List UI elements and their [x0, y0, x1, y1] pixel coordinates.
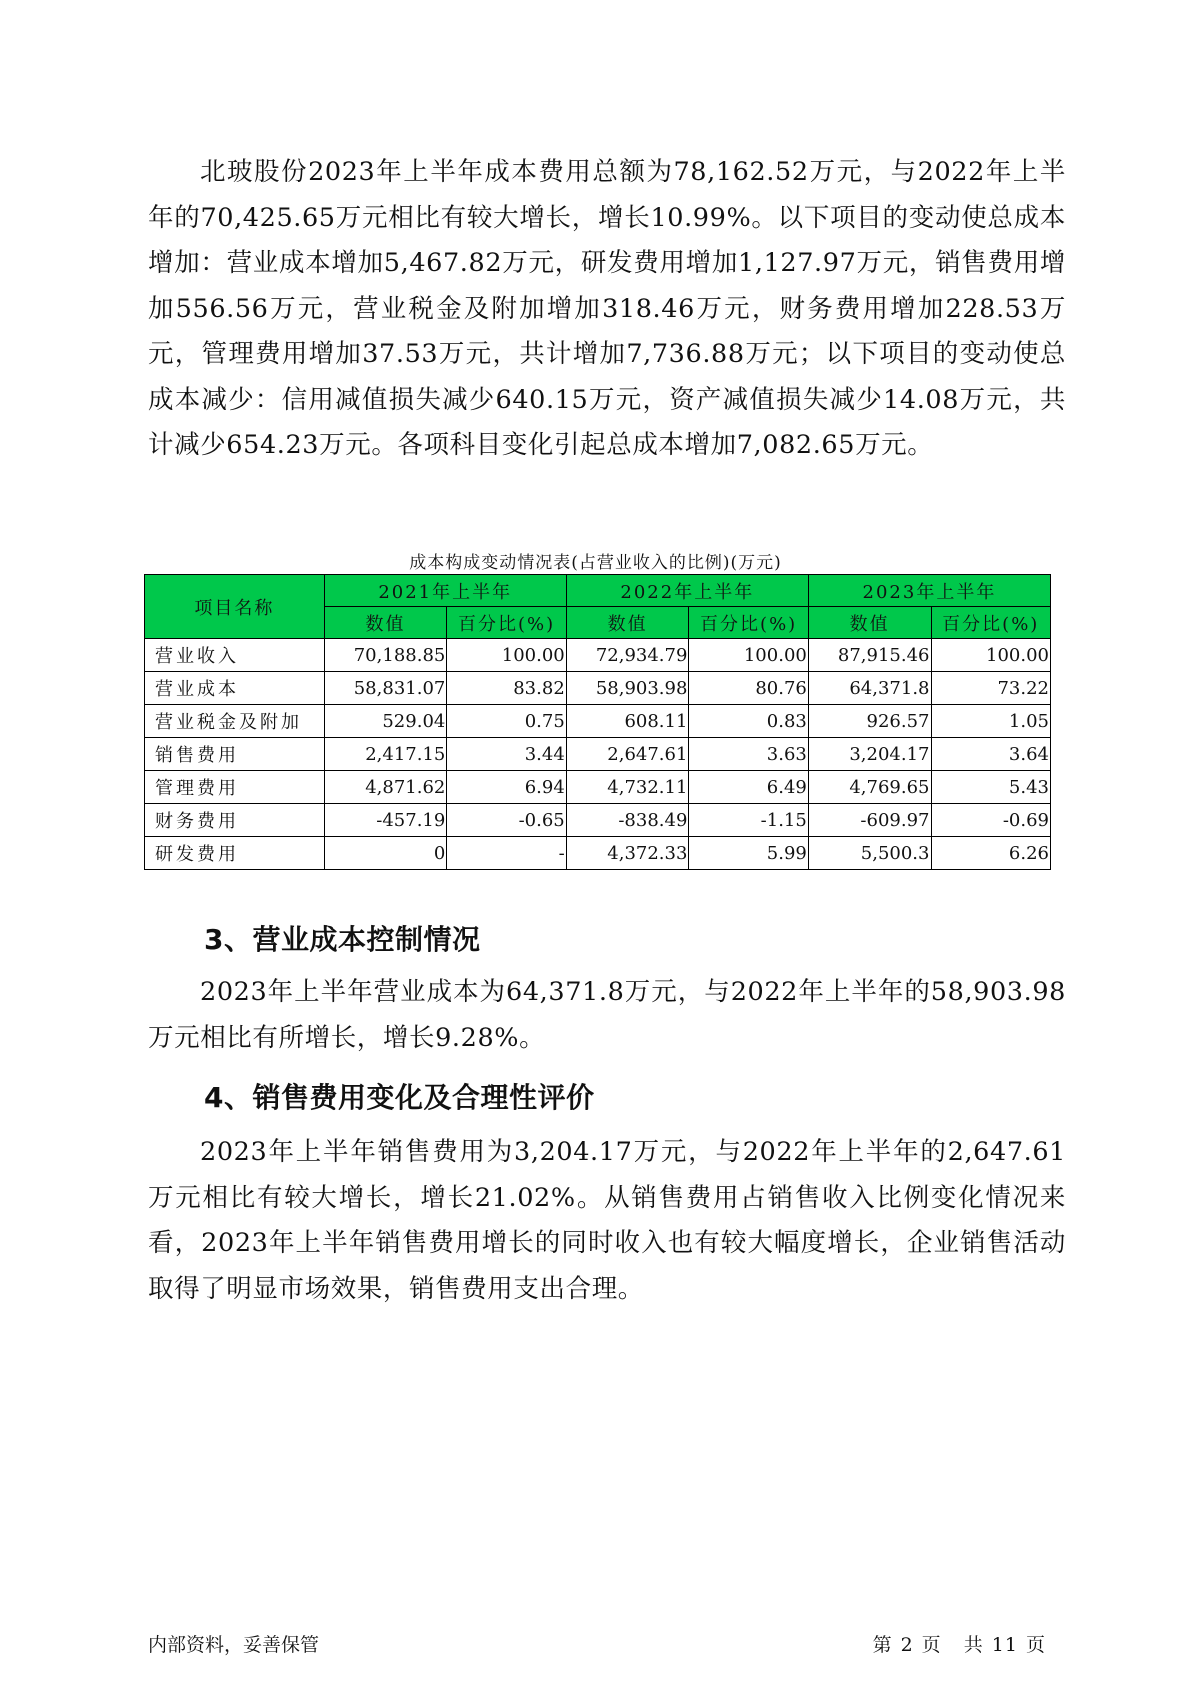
page-number: 2	[900, 1634, 914, 1656]
table-row	[145, 804, 1051, 837]
total-unit: 页	[1025, 1634, 1046, 1656]
row-label: 管理费用	[145, 771, 325, 804]
header-year-2022: 2022年上半年	[566, 575, 808, 607]
table-cell: 58,903.98	[566, 672, 689, 705]
table-cell: 3,204.17	[808, 738, 931, 771]
table-cell: 100.00	[689, 639, 808, 672]
table-cell: 4,372.33	[566, 837, 689, 870]
section-heading-operating-cost: 3、营业成本控制情况	[204, 923, 481, 956]
paragraph-sales-expense: 2023年上半年销售费用为3,204.17万元，与2022年上半年的2,647.61万元相比有较大增长，增长21.02%。从销售费用占销售收入比例变化情况来看，2023年上半年销售费用增长的同时收入也有较大幅度增长，企业销售活动取得了明显市场效果，销售费用支出合理。	[148, 1137, 1066, 1304]
page-unit: 页	[921, 1634, 942, 1656]
table-cell: -0.69	[931, 804, 1051, 837]
table-cell: 70,188.85	[324, 639, 447, 672]
header-value: 数值	[566, 607, 689, 639]
table-cell: 3.44	[447, 738, 566, 771]
table-cell: 58,831.07	[324, 672, 447, 705]
row-label: 营业税金及附加	[145, 705, 325, 738]
row-label: 营业成本	[145, 672, 325, 705]
paragraph-cost-summary: 北玻股份2023年上半年成本费用总额为78,162.52万元，与2022年上半年的70,425.65万元相比有较大增长，增长10.99%。以下项目的变动使总成本增加：营业成本增加5,467.82万元，研发费用增加1,127.97万元，销售费用增加556.56万元，营业税金及附加增加318.46万元，财务费用增加228.53万元，管理费用增加37.53万元，共计增加7,736.88万元；以下项目的变动使总成本减少：信用减值损失减少640.15万元，资产减值损失减少14.08万元，共计减少654.23万元。各项科目变化引起总成本增加7,082.65万元。	[148, 157, 1066, 460]
table-cell: -609.97	[808, 804, 931, 837]
table-cell: 3.63	[689, 738, 808, 771]
table-cell: 4,871.62	[324, 771, 447, 804]
table-cell: 6.94	[447, 771, 566, 804]
header-percent: 百分比(%)	[689, 607, 808, 639]
table-cell: 0.83	[689, 705, 808, 738]
row-label: 研发费用	[145, 837, 325, 870]
header-year-2023: 2023年上半年	[808, 575, 1050, 607]
table-cell: 2,647.61	[566, 738, 689, 771]
table-cell: -838.49	[566, 804, 689, 837]
table-row	[145, 672, 1051, 705]
table-caption: 成本构成变动情况表(占营业收入的比例)(万元)	[409, 553, 782, 573]
header-item-name: 项目名称	[145, 575, 325, 639]
table-cell: 3.64	[931, 738, 1051, 771]
table-cell: 0.75	[447, 705, 566, 738]
total-prefix: 共	[963, 1634, 984, 1656]
header-percent: 百分比(%)	[447, 607, 566, 639]
table-cell: 0	[324, 837, 447, 870]
header-value: 数值	[808, 607, 931, 639]
table-cell: 5.43	[931, 771, 1051, 804]
table-row	[145, 771, 1051, 804]
row-label: 营业收入	[145, 639, 325, 672]
table-cell: 4,732.11	[566, 771, 689, 804]
table-row	[145, 837, 1051, 870]
table-row	[145, 738, 1051, 771]
row-label: 销售费用	[145, 738, 325, 771]
table-cell: 73.22	[931, 672, 1051, 705]
total-pages: 11	[991, 1634, 1018, 1656]
table-cell: 529.04	[324, 705, 447, 738]
header-year-2021: 2021年上半年	[324, 575, 566, 607]
table-cell: 5.99	[689, 837, 808, 870]
row-label: 财务费用	[145, 804, 325, 837]
footer-page-number	[869, 1630, 1050, 1657]
table-cell: 83.82	[447, 672, 566, 705]
cost-structure-table	[144, 574, 1051, 870]
table-cell: 6.49	[689, 771, 808, 804]
table-cell: -	[447, 837, 566, 870]
table-row	[145, 705, 1051, 738]
table-cell: 64,371.8	[808, 672, 931, 705]
page-prefix: 第	[872, 1634, 893, 1656]
table-cell: 87,915.46	[808, 639, 931, 672]
table-cell: 80.76	[689, 672, 808, 705]
section-heading-sales-expense: 4、销售费用变化及合理性评价	[204, 1081, 595, 1114]
table-cell: -0.65	[447, 804, 566, 837]
paragraph-operating-cost: 2023年上半年营业成本为64,371.8万元，与2022年上半年的58,903.98万元相比有所增长，增长9.28%。	[148, 977, 1066, 1053]
table-cell: 100.00	[447, 639, 566, 672]
table-row	[145, 639, 1051, 672]
table-cell: 1.05	[931, 705, 1051, 738]
table-cell: 6.26	[931, 837, 1051, 870]
header-percent: 百分比(%)	[931, 607, 1051, 639]
table-cell: 2,417.15	[324, 738, 447, 771]
footer-confidential-note: 内部资料，妥善保管	[148, 1634, 320, 1656]
table-cell: -1.15	[689, 804, 808, 837]
table-cell: -457.19	[324, 804, 447, 837]
table-cell: 5,500.3	[808, 837, 931, 870]
table-cell: 608.11	[566, 705, 689, 738]
table-cell: 72,934.79	[566, 639, 689, 672]
table-cell: 100.00	[931, 639, 1051, 672]
table-cell: 926.57	[808, 705, 931, 738]
table-cell: 4,769.65	[808, 771, 931, 804]
header-value: 数值	[324, 607, 447, 639]
